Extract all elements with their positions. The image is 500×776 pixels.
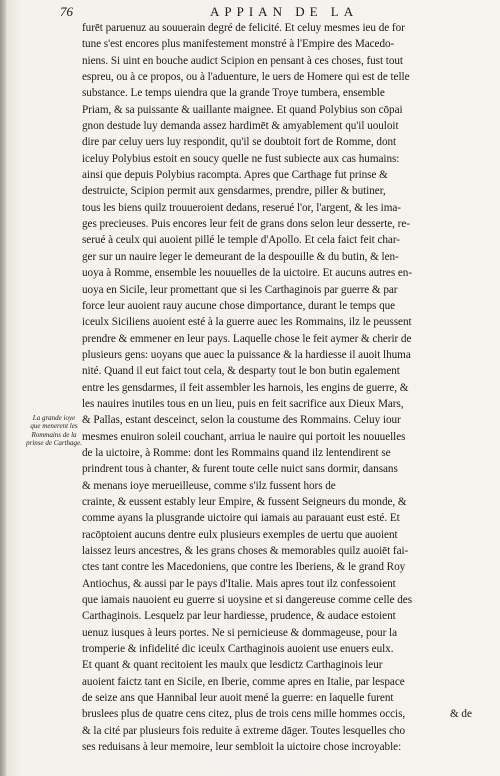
text-line: de seize ans que Hannibal leur auoit mené la guerre: en laquelle furent	[82, 692, 394, 705]
text-line: prendre & emmener en leur pays. Laquelle chose le feit aymer & cherir de	[82, 332, 412, 345]
text-line: que iamais nauoient eu guerre si uoysine et si dangereuse comme celle des	[82, 594, 412, 607]
text-line: serué à ceulx qui auoient pillé le temple d'Apollo. Et cela faict feit char-	[82, 234, 400, 247]
text-line: ainsi que depuis Polybius racompta. Apres que Carthage fut prinse &	[82, 169, 388, 182]
text-line: ges precieuses. Puis encores leur feit de grans dons selon leur desserte, re-	[82, 218, 410, 231]
text-line: espreu, ou à ce propos, ou à l'aduenture, le uers de Homere qui est de telle	[82, 71, 410, 84]
text-line: Carthaginois. Lesquelz par leur hardiesse, prudence, & audace estoient	[82, 610, 396, 623]
marginal-note-line: Rommains de la	[31, 430, 77, 439]
text-line: bruslees plus de quatre cens citez, plus de trois cens mille hommes occis,	[82, 708, 406, 721]
text-line: iceulx Siciliens auoient esté à la guerre auec les Rommains, ilz le peussent	[82, 316, 412, 329]
text-line: nité. Quand il eut faict tout cela, & desparty tout le bon butin egalement	[82, 365, 400, 378]
text-line: niens. Si uint en bouche audict Scipion en pensant à ces choses, fust tout	[82, 54, 403, 67]
text-line: prindrent tous à chanter, & furent toute celle nuict sans dormir, dansans	[82, 463, 398, 476]
text-line: & Pallas, estant desceinct, selon la coustume des Rommains. Celuy iour	[82, 414, 401, 427]
text-line: & la cité par plusieurs fois reduite à extreme dāger. Toutes lesquelles cho	[82, 724, 406, 737]
text-line: substance. Le temps uiendra que la grande Troye tumbera, ensemble	[82, 87, 385, 100]
marginal-note-line: que menerent les	[30, 422, 78, 431]
text-line: uenuz iusques à leurs portes. Ne si pernicieuse & dommageuse, pour la	[82, 626, 397, 639]
page-number: 76	[60, 4, 73, 19]
text-line: Priam, & sa puissante & uaillante maignee. Et quand Polybius son cōpai	[82, 103, 403, 116]
text-line: entre les gensdarmes, il feit assembler les harnois, les engins de guerre, &	[82, 381, 409, 394]
text-line: auoient faictz tant en Sicile, en Iberie, comme apres en Italie, par lespace	[82, 675, 405, 688]
text-line: mesmes enuiron soleil couchant, arriua le nauire qui portoit les nouuelles	[82, 430, 406, 443]
text-line: tous les biens quilz trouueroient dedans, reserué l'or, l'argent, & les ima-	[82, 201, 401, 214]
text-line: ctes tant contre les Macedoniens, que contre les Iberiens, & le grand Roy	[82, 561, 406, 574]
text-line: plusieurs gens: uoyans que auec la puissance & la hardiesse il auoit lhuma	[82, 348, 411, 361]
text-line: de la uictoire, à Romme: dont les Rommains quand ilz lentendirent se	[82, 446, 391, 459]
book-gutter	[0, 0, 6, 776]
text-line: destruicte, Scipion permit aux gensdarmes, prendre, piller & butiner,	[82, 185, 386, 198]
text-line: racōptoient aucuns dentre eulx plusieurs exemples de uertu que auoient	[82, 528, 398, 541]
text-line: crainte, & eussent estably leur Empire, & fussent Seigneurs du monde, &	[82, 495, 407, 508]
text-line: comme ayans la plusgrande uictoire qui iamais au parauant eust esté. Et	[82, 512, 400, 525]
text-line: gnon destude luy demanda assez hardimēt & amyablement qu'il uouloit	[82, 120, 399, 133]
marginal-note-line: La grande ioye	[32, 414, 76, 422]
marginal-note-line: prinse de Carthage.	[26, 439, 82, 448]
text-line: laissez leurs ancestres, & les grans choses & memorables quilz auoiēt fai-	[82, 545, 409, 557]
text-line: ger sur un nauire leger le demeurant de la despouille & du butin, & len-	[82, 250, 399, 263]
text-line: ses reduisans à leur memoire, leur sembloit la uictoire chose incroyable:	[82, 741, 402, 754]
text-line: & menans ioye merueilleuse, comme s'ilz fussent hors de	[82, 479, 336, 492]
text-line: iceluy Polybius estoit en soucy quelle ne fust subiecte aux cas humains:	[82, 152, 400, 165]
running-title: APPIAN DE LA	[210, 4, 359, 19]
text-line: uoya à Romme, ensemble les nouuelles de la uictoire. Et aucuns autres en-	[82, 267, 413, 280]
catchword: & de	[449, 708, 472, 720]
text-line: les nauires inutiles tous en un lieu, puis en feit sacrifice aux Dieux Mars,	[82, 397, 404, 410]
text-line: furēt paruenuz au souuerain degré de felicité. Et celuy mesmes ieu de for	[82, 22, 405, 34]
body-text	[82, 20, 480, 755]
text-line: uoya en Sicile, leur promettant que si les Carthaginois par guerre & par	[82, 283, 398, 296]
text-line: dire par celuy uers luy respondit, qu'il se doubtoit fort de Romme, dont	[82, 136, 397, 149]
text-line: force leur auoient rauy aucune chose dimportance, durant le temps que	[82, 299, 396, 312]
text-line: Antiochus, & aussi par le pays d'Italie. Mais apres tout ilz confessoient	[82, 577, 396, 590]
text-line: tromperie & infidelité dic iceulx Carthaginois auoient use enuers eulx.	[82, 643, 394, 656]
text-line: tune s'est encores plus manifestement monstré à l'Empire des Macedo-	[82, 38, 395, 51]
marginal-note	[24, 414, 84, 448]
text-line: Et quant & quant recitoient les maulx que lesdictz Carthaginois leur	[82, 659, 383, 672]
